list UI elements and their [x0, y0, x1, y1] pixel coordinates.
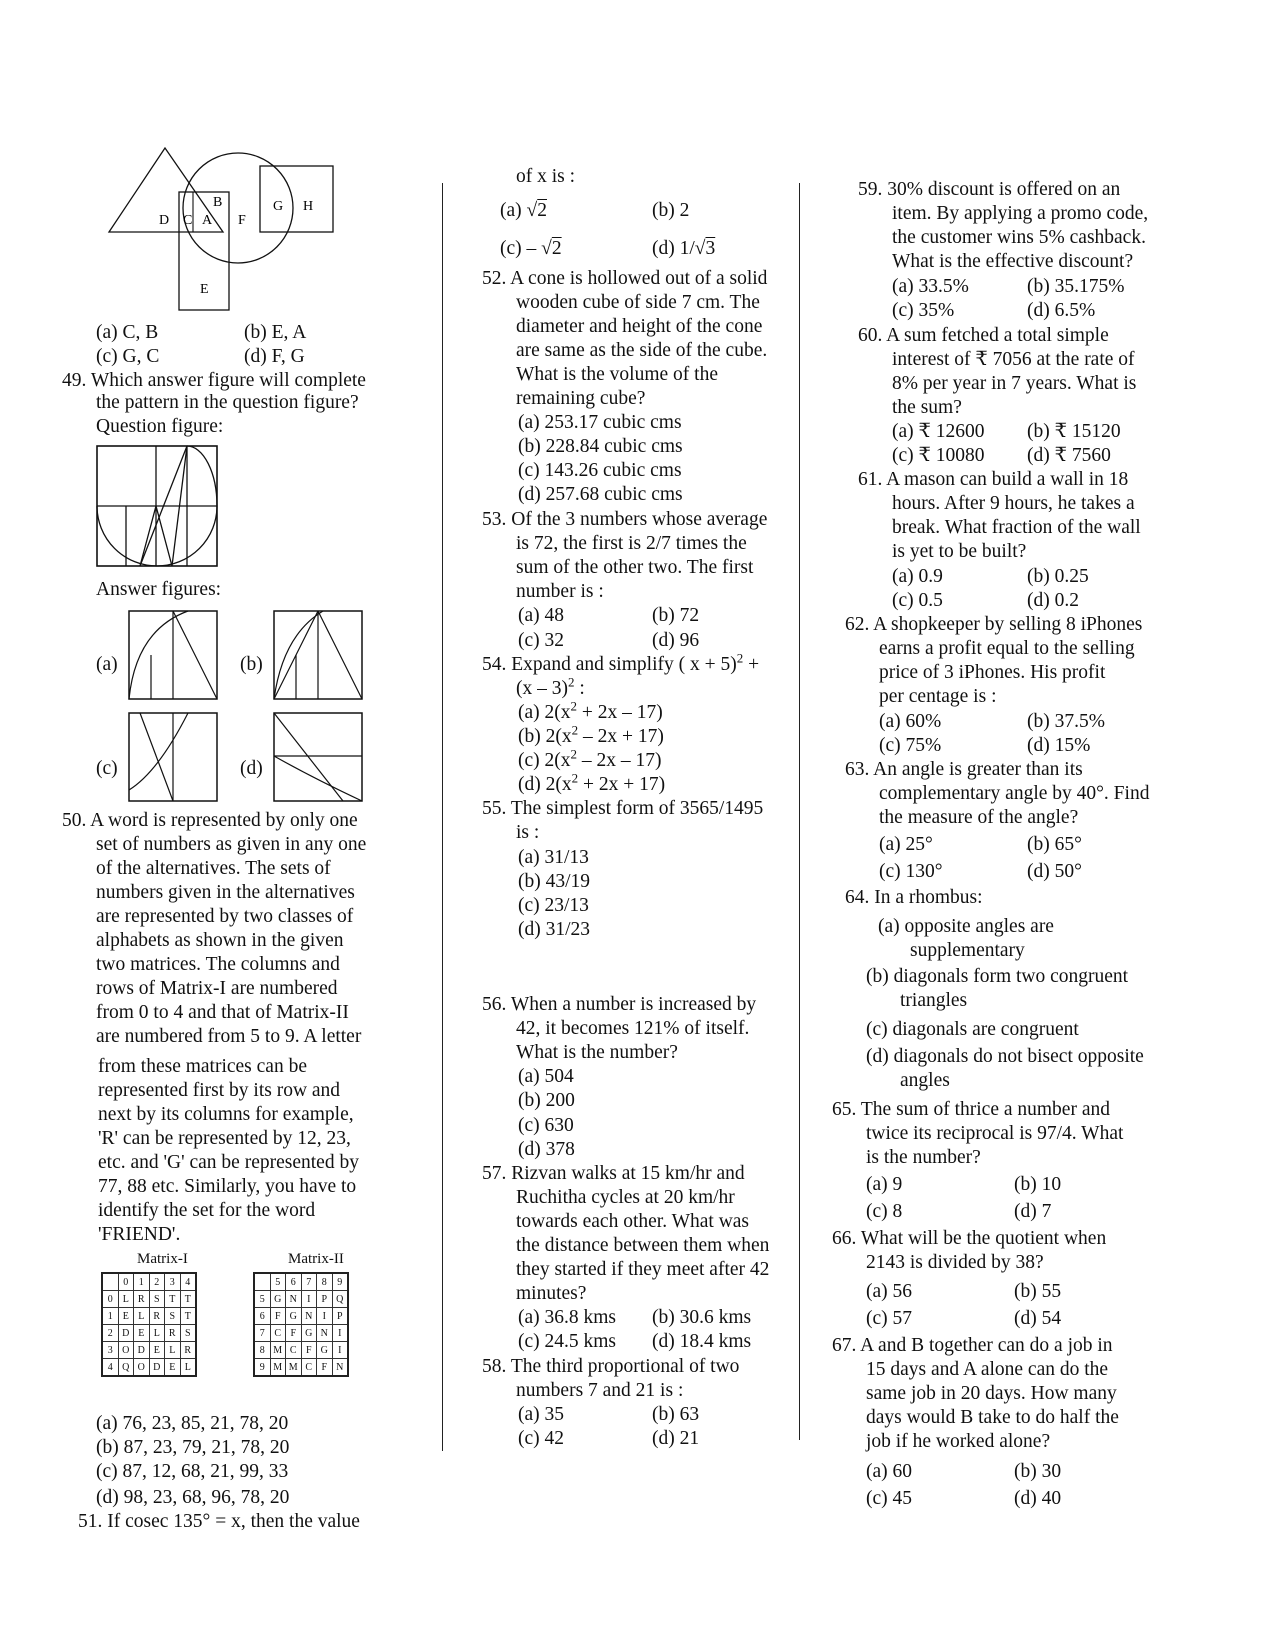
q60-option-d[interactable]: (d) ₹ 7560 [1027, 445, 1111, 466]
column-divider-2 [799, 183, 800, 1440]
q57-option-c[interactable]: (c) 24.5 kms [518, 1331, 617, 1352]
matrix-1-cell: R [165, 1325, 181, 1342]
q55-option-c[interactable]: (c) 23/13 [518, 895, 589, 916]
matrix-2-row-header: 7 [254, 1325, 270, 1342]
matrix-2-cell: Q [332, 1291, 348, 1308]
q55-option-d[interactable]: (d) 31/23 [518, 919, 591, 940]
q62-option-d[interactable]: (d) 15% [1027, 735, 1091, 756]
matrix-1-cell: L [149, 1325, 165, 1342]
q54-option-b[interactable]: (b) $2(x^2 - 2x + 17)$ [518, 722, 664, 747]
q49-answer-figure-c[interactable] [128, 712, 220, 804]
q51-question: 51. If cosec 135° = x, then the value [78, 1511, 360, 1532]
q60-option-b[interactable]: (b) ₹ 15120 [1027, 421, 1121, 442]
q53-option-d[interactable]: (d) 96 [652, 630, 700, 651]
matrix-2-row-header: 6 [254, 1308, 270, 1325]
q62-option-c[interactable]: (c) 75% [879, 735, 942, 756]
matrix-2-cell: G [286, 1308, 302, 1325]
matrix-1-col-header: 0 [118, 1273, 134, 1291]
q53-option-a[interactable]: (a) 48 [518, 605, 565, 626]
q51-option-a[interactable]: (a) √2 [500, 200, 547, 221]
matrix-2-col-header: 9 [332, 1273, 348, 1291]
q49-question-figure [96, 445, 221, 570]
matrix-1-cell: Q [118, 1359, 134, 1377]
q58-option-c[interactable]: (c) 42 [518, 1428, 565, 1449]
fig-label-e: E [200, 282, 209, 297]
matrix-2-cell: N [332, 1359, 348, 1377]
fig-label-b: B [213, 195, 223, 210]
fig-label-c: C [183, 213, 193, 228]
matrix-1-cell: R [180, 1342, 196, 1359]
matrix-1-cell: L [165, 1342, 181, 1359]
column-divider-1 [442, 183, 443, 1451]
matrix-1-cell: S [180, 1325, 196, 1342]
q48-option-d[interactable]: (d) F, G [244, 346, 305, 367]
matrix-1-col-header: 1 [134, 1273, 150, 1291]
matrix-1-cell: E [118, 1308, 134, 1325]
q66-option-c[interactable]: (c) 57 [866, 1308, 913, 1329]
q49-question: 49. Which answer figure will complete [62, 370, 366, 391]
matrix-2-cell: N [301, 1308, 317, 1325]
q65-option-a[interactable]: (a) 9 [866, 1174, 903, 1195]
fig-label-h: H [303, 199, 314, 214]
q55-question: 55. The simplest form of 3565/1495 [482, 798, 764, 819]
q67-option-b[interactable]: (b) 30 [1014, 1461, 1062, 1482]
matrix-1-cell: E [149, 1342, 165, 1359]
q55-question-2: is : [516, 822, 540, 843]
q54-question-2: (x – 3)$^2$ : [516, 674, 585, 699]
matrix-2-row-header: 9 [254, 1359, 270, 1377]
q64-option-d[interactable]: (d) diagonals do not bisect opposite [866, 1046, 1144, 1067]
q54-question: 54. Expand and simplify ( x + 5)$^2$ + [482, 650, 760, 675]
q49-option-a-label[interactable]: (a) [96, 654, 118, 675]
q63-option-b[interactable]: (b) 65° [1027, 834, 1082, 855]
matrix-2-cell: I [332, 1325, 348, 1342]
q64-option-a-cont: supplementary [910, 940, 1025, 961]
matrix-2-col-header: 7 [301, 1273, 317, 1291]
q49-answer-figure-b[interactable] [273, 610, 365, 702]
q58-option-b[interactable]: (b) 63 [652, 1404, 700, 1425]
matrix-2-cell: M [286, 1359, 302, 1377]
matrix-2-cell: F [270, 1308, 286, 1325]
matrix-1-cell: R [149, 1308, 165, 1325]
q49-answer-figures-label: Answer figures: [96, 579, 222, 600]
q64-option-a[interactable]: (a) opposite angles are [878, 916, 1054, 937]
q56-option-d[interactable]: (d) 378 [518, 1139, 575, 1160]
matrix-2-cell: N [286, 1291, 302, 1308]
q62-option-b[interactable]: (b) 37.5% [1027, 711, 1105, 732]
q65-option-b[interactable]: (b) 10 [1014, 1174, 1062, 1195]
matrix-2-cell: P [317, 1291, 333, 1308]
q54-option-a[interactable]: (a) $2(x^2 + 2x - 17)$ [518, 698, 663, 723]
q57-option-a[interactable]: (a) 36.8 kms [518, 1307, 617, 1328]
matrix-2-cell: F [301, 1342, 317, 1359]
q67-option-c[interactable]: (c) 45 [866, 1488, 913, 1509]
q61-option-b[interactable]: (b) 0.25 [1027, 566, 1089, 587]
q49-option-b-label[interactable]: (b) [240, 654, 263, 675]
q61-option-a[interactable]: (a) 0.9 [892, 566, 943, 587]
q51-option-d[interactable]: (d) 1/√3 [652, 238, 716, 259]
matrix-1-cell: T [180, 1291, 196, 1308]
q48-option-a[interactable]: (a) C, B [96, 322, 159, 343]
q56-option-a[interactable]: (a) 504 [518, 1066, 574, 1087]
matrix-2-cell: C [301, 1359, 317, 1377]
matrix-1-cell: E [165, 1359, 181, 1377]
matrix-1-cell: T [180, 1308, 196, 1325]
q63-option-a[interactable]: (a) 25° [879, 834, 933, 855]
q50-option-b[interactable]: (b) 87, 23, 79, 21, 78, 20 [96, 1437, 290, 1458]
fig-label-f: F [238, 213, 246, 228]
q54-option-d[interactable]: (d) $2(x^2 + 2x + 17)$ [518, 770, 666, 795]
matrix-2-cell: G [301, 1325, 317, 1342]
q49-answer-figure-a[interactable] [128, 610, 220, 702]
q59-option-b[interactable]: (b) 35.175% [1027, 276, 1125, 297]
q56-option-c[interactable]: (c) 630 [518, 1115, 574, 1136]
matrix-1-cell: T [165, 1291, 181, 1308]
q52-option-c[interactable]: (c) 143.26 cubic cms [518, 460, 682, 481]
q65-option-d[interactable]: (d) 7 [1014, 1201, 1052, 1222]
q50-option-c[interactable]: (c) 87, 12, 68, 21, 99, 33 [96, 1461, 289, 1482]
matrix-2-title: Matrix-II [288, 1251, 344, 1267]
q49-option-c-label[interactable]: (c) [96, 758, 118, 779]
matrix-1-corner [102, 1273, 118, 1291]
matrix-1-cell: S [165, 1308, 181, 1325]
matrix-2-cell: G [270, 1291, 286, 1308]
matrix-2-row-header: 5 [254, 1291, 270, 1308]
q59-option-d[interactable]: (d) 6.5% [1027, 300, 1096, 321]
q49-option-d-label[interactable]: (d) [240, 758, 263, 779]
matrix-1-cell: R [134, 1291, 150, 1308]
q62-option-a[interactable]: (a) 60% [879, 711, 942, 732]
matrix-2-cell: C [286, 1342, 302, 1359]
matrix-1-cell: L [180, 1359, 196, 1377]
q59-option-a[interactable]: (a) 33.5% [892, 276, 969, 297]
q66-option-a[interactable]: (a) 56 [866, 1281, 913, 1302]
q60-option-a[interactable]: (a) ₹ 12600 [892, 421, 985, 442]
q49-answer-figure-d[interactable] [273, 712, 365, 804]
q61-option-d[interactable]: (d) 0.2 [1027, 590, 1079, 611]
matrix-2-corner [254, 1273, 270, 1291]
q52-option-d[interactable]: (d) 257.68 cubic cms [518, 484, 683, 505]
q63-option-c[interactable]: (c) 130° [879, 861, 943, 882]
q66-option-b[interactable]: (b) 55 [1014, 1281, 1062, 1302]
q49-question-figure-label: Question figure: [96, 416, 224, 437]
matrix-1-row-header: 4 [102, 1359, 118, 1377]
matrix-1-cell: E [134, 1325, 150, 1342]
matrix-1-table [101, 1272, 197, 1377]
q64-option-b-cont: triangles [900, 990, 968, 1011]
fig-label-a: A [202, 213, 213, 228]
q64-question: 64. In a rhombus: [845, 887, 983, 908]
matrix-1-col-header: 3 [165, 1273, 181, 1291]
q58-option-d[interactable]: (d) 21 [652, 1428, 700, 1449]
q64-option-c[interactable]: (c) diagonals are congruent [866, 1019, 1079, 1040]
matrix-1-row-header: 1 [102, 1308, 118, 1325]
q64-option-b[interactable]: (b) diagonals form two congruent [866, 966, 1129, 987]
matrix-2-cell: F [317, 1359, 333, 1377]
q64-option-d-cont: angles [900, 1070, 950, 1091]
q63-option-d[interactable]: (d) 50° [1027, 861, 1082, 882]
q51-option-b[interactable]: (b) 2 [652, 200, 690, 221]
q49-question-2: the pattern in the question figure? [96, 392, 359, 413]
matrix-2-cell: P [332, 1308, 348, 1325]
matrix-2-cell: M [270, 1359, 286, 1377]
matrix-1-row-header: 2 [102, 1325, 118, 1342]
q60-option-c[interactable]: (c) ₹ 10080 [892, 445, 985, 466]
matrix-1-title: Matrix-I [137, 1251, 188, 1267]
q57-option-b[interactable]: (b) 30.6 kms [652, 1307, 752, 1328]
matrix-2-cell: I [301, 1291, 317, 1308]
q65-option-c[interactable]: (c) 8 [866, 1201, 903, 1222]
matrix-2-col-header: 5 [270, 1273, 286, 1291]
matrix-2-row-header: 8 [254, 1342, 270, 1359]
matrix-1-cell: L [134, 1308, 150, 1325]
matrix-2-table [253, 1272, 349, 1377]
matrix-1-cell: D [118, 1325, 134, 1342]
q57-option-d[interactable]: (d) 18.4 kms [652, 1331, 752, 1352]
matrix-2-cell: N [317, 1325, 333, 1342]
q55-option-a[interactable]: (a) 31/13 [518, 847, 589, 868]
q53-option-b[interactable]: (b) 72 [652, 605, 700, 626]
matrix-2-cell: C [270, 1325, 286, 1342]
q59-option-c[interactable]: (c) 35% [892, 300, 955, 321]
q48-option-b[interactable]: (b) E, A [244, 322, 307, 343]
q50-option-d[interactable]: (d) 98, 23, 68, 96, 78, 20 [96, 1487, 290, 1508]
matrix-1-cell: O [134, 1359, 150, 1377]
q53-option-c[interactable]: (c) 32 [518, 630, 565, 651]
matrix-1-cell: S [149, 1291, 165, 1308]
matrix-2-cell: F [286, 1325, 302, 1342]
q58-option-a[interactable]: (a) 35 [518, 1404, 565, 1425]
q67-option-a[interactable]: (a) 60 [866, 1461, 913, 1482]
matrix-1-cell: L [118, 1291, 134, 1308]
q48-option-c[interactable]: (c) G, C [96, 346, 160, 367]
matrix-2-col-header: 6 [286, 1273, 302, 1291]
matrix-2-cell: M [270, 1342, 286, 1359]
matrix-1-col-header: 4 [180, 1273, 196, 1291]
q67-option-d[interactable]: (d) 40 [1014, 1488, 1062, 1509]
q54-option-c[interactable]: (c) $2(x^2 - 2x - 17)$ [518, 746, 662, 771]
q51-option-c[interactable]: (c) – √2 [500, 238, 562, 259]
fig-label-g: G [273, 199, 284, 214]
q61-option-c[interactable]: (c) 0.5 [892, 590, 943, 611]
q56-option-b[interactable]: (b) 200 [518, 1090, 575, 1111]
matrix-2-cell: G [317, 1342, 333, 1359]
matrix-1-row-header: 0 [102, 1291, 118, 1308]
q66-option-d[interactable]: (d) 54 [1014, 1308, 1062, 1329]
matrix-2-cell: I [317, 1308, 333, 1325]
matrix-1-col-header: 2 [149, 1273, 165, 1291]
matrix-1-cell: D [134, 1342, 150, 1359]
matrix-1-cell: D [149, 1359, 165, 1377]
q52-option-b[interactable]: (b) 228.84 cubic cms [518, 436, 683, 457]
q50-option-a[interactable]: (a) 76, 23, 85, 21, 78, 20 [96, 1413, 289, 1434]
fig-label-d: D [159, 213, 170, 228]
q51-question-2: of x is : [516, 166, 576, 187]
q48-venn-figure [105, 140, 345, 315]
matrix-1-row-header: 3 [102, 1342, 118, 1359]
matrix-1-cell: O [118, 1342, 134, 1359]
q55-option-b[interactable]: (b) 43/19 [518, 871, 591, 892]
q52-option-a[interactable]: (a) 253.17 cubic cms [518, 412, 682, 433]
matrix-2-cell: I [332, 1342, 348, 1359]
matrix-2-col-header: 8 [317, 1273, 333, 1291]
